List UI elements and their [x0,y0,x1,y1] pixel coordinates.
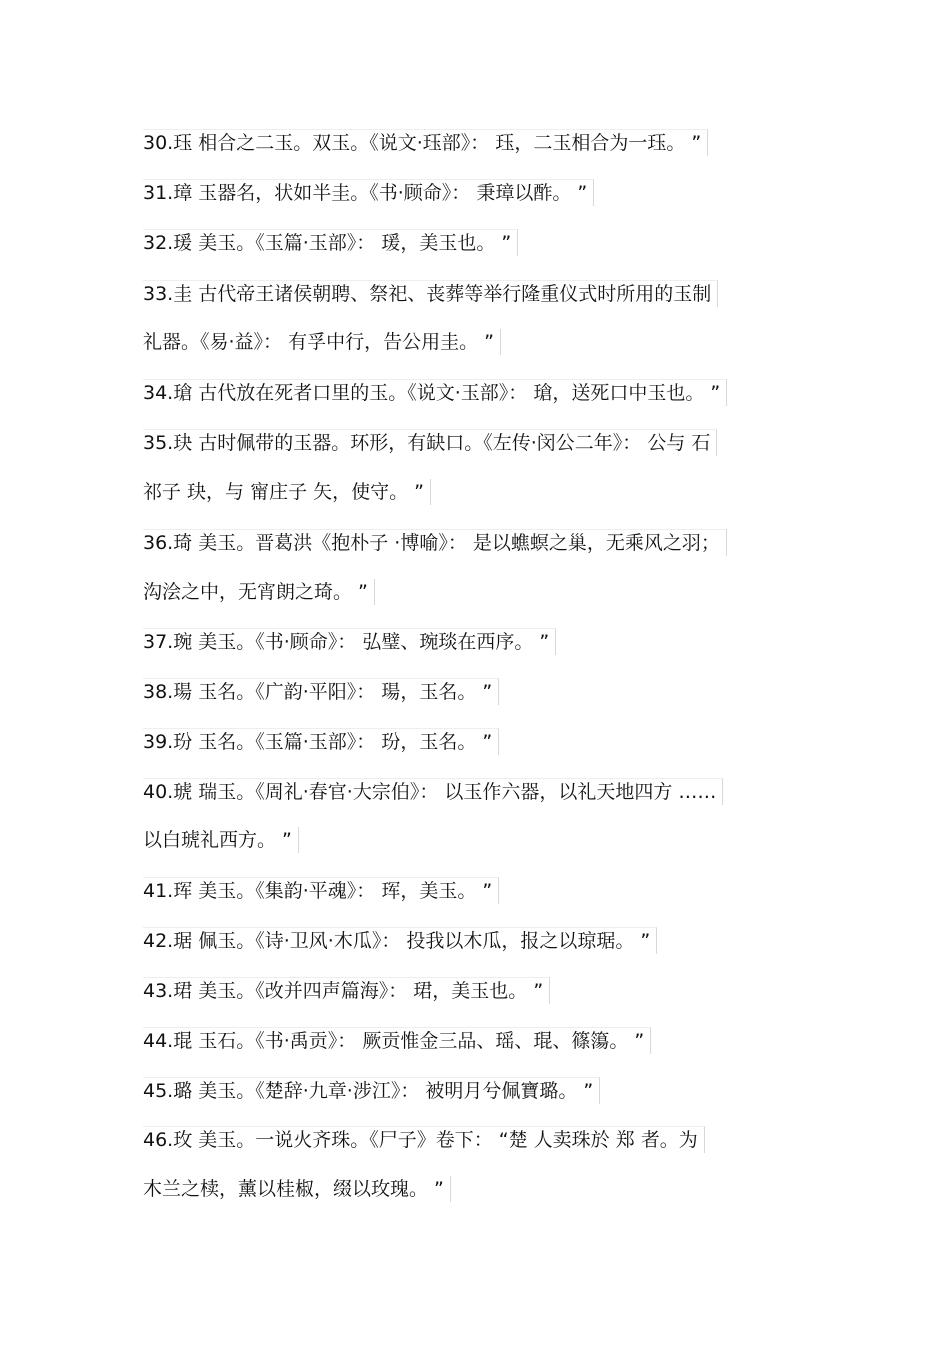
entry-46-line-2: 木兰之椟，薰以桂椒，缀以玫瑰。 ” [143,1176,451,1202]
entry-40-line-2: 以白琥礼西方。 ” [143,827,299,853]
entry-43: 43.珺 美玉。《改并四声篇海》： 珺，美玉也。 ” [143,977,550,1004]
entry-31: 31.璋 玉器名，状如半圭。《书·顾命》： 秉璋以酢。 ” [143,179,594,206]
entry-34: 34.瑲 古代放在死者口里的玉。《说文·玉部》： 瑲，送死口中玉也。 ” [143,379,727,406]
entry-38: 38.瑒 玉名。《广韵·平阳》： 瑒，玉名。 ” [143,678,499,705]
entry-46-line-1: 46.玫 美玉。一说火齐珠。《尸子》卷下： “楚 人卖珠於 郑 者。为 [143,1126,705,1153]
entry-35-line-2: 祁子 玦，与 甯庄子 矢，使守。 ” [143,479,431,505]
entry-33-line-2: 礼器。《易·益》： 有孚中行，告公用圭。 ” [143,329,501,355]
entry-44: 44.琨 玉石。《书·禹贡》： 厥贡惟金三品、瑶、琨、篠簜。 ” [143,1027,651,1054]
entry-32: 32.瑗 美玉。《玉篇·玉部》： 瑗，美玉也。 ” [143,229,518,256]
entry-35-line-1: 35.玦 古时佩带的玉器。环形，有缺口。《左传·闵公二年》： 公与 石 [143,429,717,456]
entry-36-line-1: 36.琦 美玉。晋葛洪《抱朴子 ·博喻》： 是以蟭螟之巢，无乘风之羽； [143,529,727,556]
entry-41: 41.珲 美玉。《集韵·平魂》： 珲，美玉。 ” [143,877,499,904]
entry-45: 45.璐 美玉。《楚辞·九章·涉江》： 被明月兮佩寶璐。 ” [143,1077,600,1104]
entry-42: 42.琚 佩玉。《诗·卫风·木瓜》： 投我以木瓜，报之以琼琚。 ” [143,927,657,954]
entry-39: 39.玢 玉名。《玉篇·玉部》： 玢，玉名。 ” [143,728,499,755]
entry-30: 30.珏 相合之二玉。双玉。《说文·珏部》： 珏，二玉相合为一珏。 ” [143,129,708,156]
entry-33-line-1: 33.圭 古代帝王诸侯朝聘、祭祀、丧葬等举行隆重仪式时所用的玉制 [143,280,718,307]
entry-36-line-2: 沟浍之中，无宵朗之琦。 ” [143,579,375,605]
entry-40-line-1: 40.琥 瑞玉。《周礼·春官·大宗伯》： 以玉作六器，以礼天地四方 …… [143,778,723,805]
entry-37: 37.琬 美玉。《书·顾命》： 弘璧、琬琰在西序。 ” [143,628,556,655]
